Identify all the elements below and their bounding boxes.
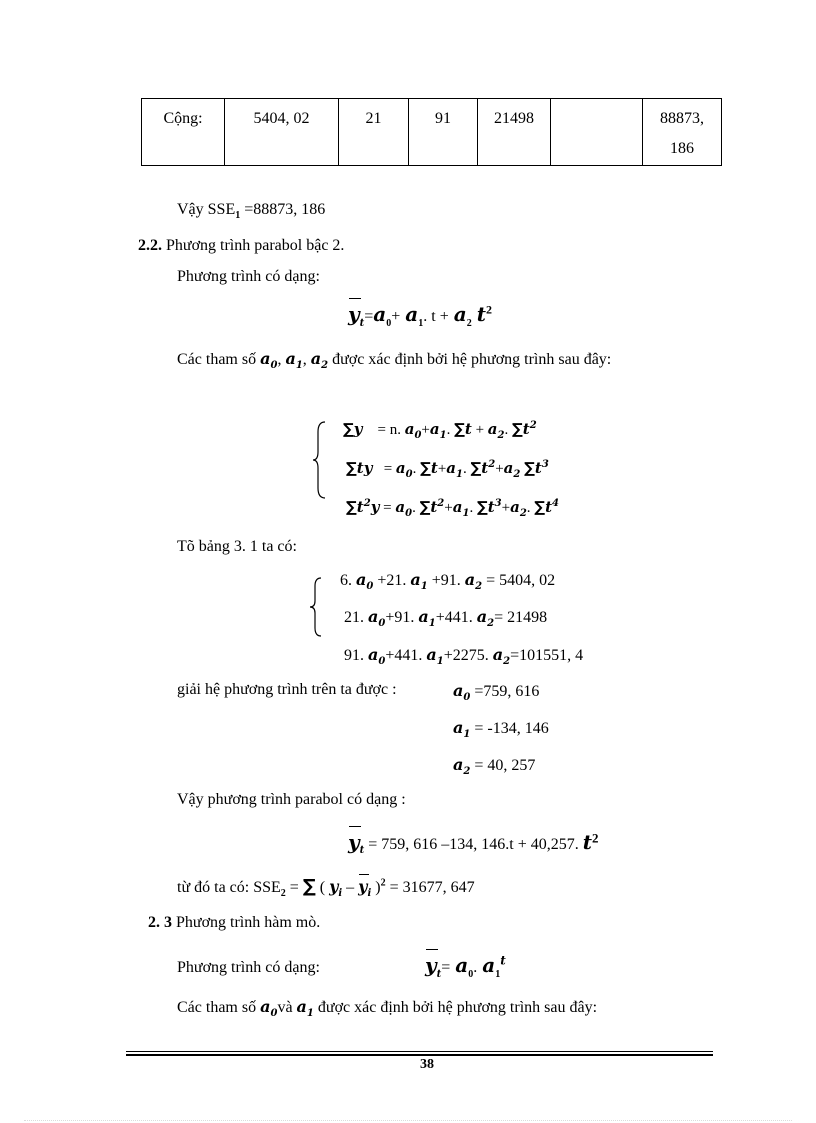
normal-eq-row-1: ∑y = n. $a_0+a_1$. $\sum t + a_2$. $\sum t^2$	[343, 420, 537, 441]
parabol-result	[348, 830, 599, 857]
sse-part1: 88873,	[660, 110, 704, 127]
section-title: Phương trình hàm mò.	[172, 914, 321, 931]
from-table-label: Tõ bảng 3. 1 ta có:	[177, 538, 297, 555]
normal-eq-row-3: $\sum t^2y = a_0$. $\sum t^2+a_1$. $\sum t^3+a_2$. $\sum t^4$	[346, 498, 559, 519]
table-cell: 21	[339, 99, 409, 166]
table-cell	[551, 99, 643, 166]
left-brace-icon	[309, 576, 323, 638]
t-sub: t	[359, 845, 365, 857]
rhs: =	[383, 500, 396, 516]
section-number: 2.2.	[138, 237, 162, 254]
sum-icon: ∑	[346, 459, 357, 477]
parabol-equation	[348, 302, 492, 327]
footer-rule	[126, 1051, 713, 1052]
table-cell: 21498	[478, 99, 551, 166]
left-brace-icon	[312, 420, 328, 500]
t-sub: t	[436, 969, 442, 980]
table-cell: 91	[409, 99, 478, 166]
t-sup: 2	[592, 830, 599, 846]
a1-sub: 1	[418, 318, 424, 329]
a1: a	[482, 953, 496, 977]
form-label: Phương trình có dạng:	[177, 268, 320, 285]
sse-part2: 186	[670, 140, 694, 157]
table-row	[142, 99, 722, 166]
solve-label: giải hệ phương trình trên ta được :	[177, 681, 397, 698]
solution-a1: $a_1 = -134$, 146	[453, 718, 549, 741]
a2: $a_2$	[310, 349, 329, 372]
section-title: Phương trình parabol bậc 2.	[162, 237, 345, 254]
lhs: y	[370, 498, 380, 516]
sum-icon: ∑	[346, 498, 357, 516]
section-2-2-heading	[138, 237, 344, 255]
a1: a	[405, 302, 419, 326]
sse1-value: =88873, 186	[240, 201, 326, 218]
a2: a	[453, 302, 467, 326]
t-sup: t	[500, 953, 506, 968]
lhs: y	[353, 420, 363, 438]
a0-sub: 0	[468, 969, 474, 980]
page-number: 38	[420, 1057, 434, 1072]
system-row-1: 6. $a_0 +21$. $a_1 +91$. $a_2 = 5404$, 02	[340, 570, 556, 593]
sse2-sub: 2	[280, 888, 286, 900]
exp-equation	[425, 953, 506, 978]
section-2-3-heading	[148, 914, 320, 932]
sse1-prefix: Vậy SSE	[177, 201, 236, 218]
lhs: ty	[356, 459, 373, 477]
dot: .	[473, 959, 478, 976]
eq-sign: =	[364, 308, 374, 325]
y-bar: y	[348, 830, 360, 854]
sum-icon: ∑	[343, 420, 354, 438]
solution-a2: $a_2 = 40$, 257	[453, 755, 536, 778]
table-cell	[643, 99, 722, 166]
a0: a	[455, 953, 469, 977]
t: t	[476, 302, 486, 326]
params2-sentence: Các tham số $a_0và$ $a_1$ được xác định bởi hệ phương trình sau đây:	[177, 997, 598, 1020]
exp-form-label: Phương trình có dạng:	[177, 959, 320, 976]
params-sentence: Các tham số $a_0$, $a_1$, $a_2$ được xác định bởi hệ phương trình sau đây:	[177, 349, 612, 372]
sse2-line: từ đó ta có: $SSE_2$ = ∑ ( $y_i$ – $y_i$ )$^2$ = 31677, 647	[177, 876, 475, 900]
solution-a0: $a_0 =759$, 616	[453, 681, 540, 704]
y-bar: y	[425, 953, 437, 977]
a1-sub: 1	[495, 969, 501, 980]
t-sup: 2	[485, 302, 492, 317]
table-cell-label: Cộng:	[142, 99, 225, 166]
rhs: =	[383, 461, 396, 477]
t: t	[582, 830, 592, 854]
y-bar: y	[348, 302, 360, 326]
params-after: được xác định bởi hệ phương trình sau đây:	[328, 351, 612, 368]
parabol-result-label: Vậy phương trình parabol có dạng :	[177, 791, 406, 808]
a1: $a_1$	[285, 349, 303, 372]
eq-sign: =	[441, 959, 451, 976]
dot-t: . t +	[423, 308, 449, 325]
footer-rule	[126, 1054, 713, 1056]
section-number: 2. 3	[148, 914, 172, 931]
sum-icon: ∑	[302, 876, 316, 897]
sum-table	[141, 98, 722, 166]
params-before: Các tham số	[177, 351, 261, 368]
table-cell: 5404, 02	[225, 99, 339, 166]
a2-sub: 2	[466, 318, 472, 329]
rhs: = 759, 616 –134, 146.t + 40,257.	[364, 836, 579, 853]
t-sub: t	[359, 318, 365, 329]
sse1-line	[177, 201, 326, 222]
sse1-sub: 1	[235, 210, 241, 222]
a0-sub: 0	[386, 318, 392, 329]
system-row-3: 91. $a_0+441$. $a_1+2275$. $a_2=101551$, 4	[344, 645, 584, 668]
a0: a	[373, 302, 387, 326]
page-edge	[24, 1120, 792, 1121]
normal-eq-row-2: ∑ty = $a_0$. $\sum t+a_1$. $\sum t^2+a_2$ $\sum t^3$	[346, 459, 549, 480]
system-row-2: 21. $a_0+91$. $a_1+441$. $a_2= 21498$	[344, 607, 548, 630]
sse2-prefix: từ đó ta có: SSE	[177, 879, 281, 896]
plus: +	[391, 308, 401, 325]
a0: $a_0$	[260, 349, 278, 372]
rhs: = n.	[377, 422, 405, 438]
